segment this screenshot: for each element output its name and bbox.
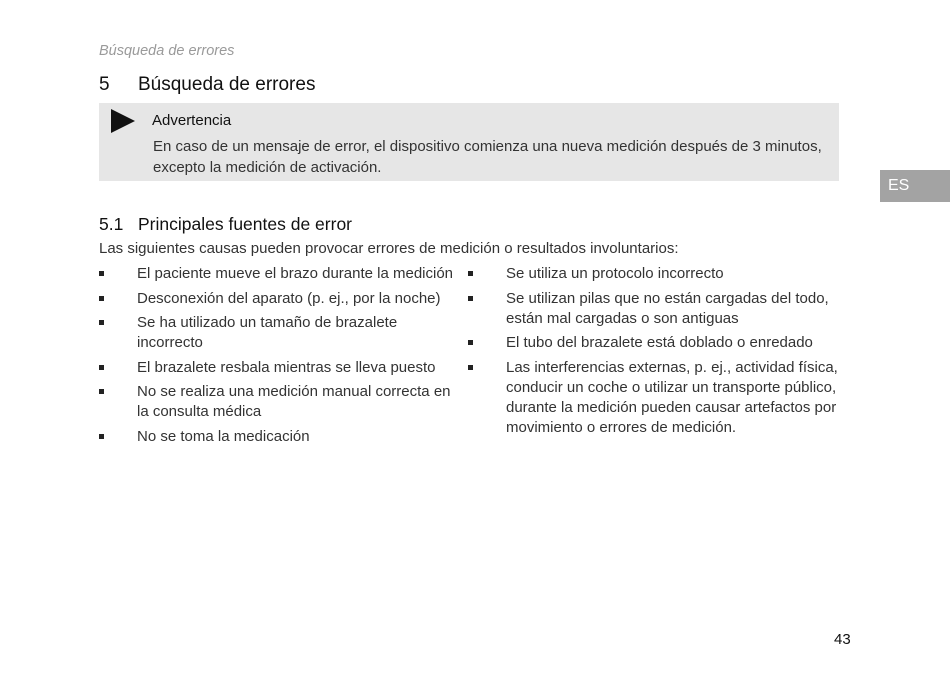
error-sources-list-left [99, 264, 459, 451]
square-bullet-icon [468, 340, 473, 345]
list-item: Las interferencias externas, p. ej., actividad física, conducir un coche o utilizar un transporte público, durante la medición pueden causar artefactos por movimiento o errores de medición. [468, 358, 838, 438]
error-sources-list-right [468, 264, 838, 442]
square-bullet-icon [99, 320, 104, 325]
subsection-number: 5.1 [99, 214, 124, 234]
page-number: 43 [834, 631, 851, 648]
section-heading [99, 74, 315, 96]
warning-box [99, 103, 839, 181]
square-bullet-icon [468, 296, 473, 301]
list-item: El paciente mueve el brazo durante la medición [99, 264, 459, 284]
list-item: El brazalete resbala mientras se lleva puesto [99, 358, 459, 378]
section-title: Búsqueda de errores [138, 74, 316, 95]
square-bullet-icon [468, 365, 473, 370]
square-bullet-icon [99, 389, 104, 394]
list-item: Se ha utilizado un tamaño de brazalete incorrecto [99, 313, 459, 353]
square-bullet-icon [99, 271, 104, 276]
warning-title: Advertencia [152, 112, 232, 129]
running-header: Búsqueda de errores [99, 43, 235, 59]
language-tab: ES [880, 170, 950, 202]
square-bullet-icon [99, 434, 104, 439]
subsection-title: Principales fuentes de error [138, 214, 352, 234]
list-item: El tubo del brazalete está doblado o enredado [468, 333, 838, 353]
list-item: No se realiza una medición manual correcta en la consulta médica [99, 382, 459, 422]
intro-text: Las siguientes causas pueden provocar errores de medición o resultados involuntarios: [99, 240, 679, 257]
list-item: No se toma la medicación [99, 427, 459, 447]
warning-triangle-icon [111, 109, 135, 133]
subsection-heading [99, 214, 352, 235]
list-item: Desconexión del aparato (p. ej., por la noche) [99, 289, 459, 309]
square-bullet-icon [468, 271, 473, 276]
warning-text: En caso de un mensaje de error, el dispositivo comienza una nueva medición después de 3 minutos, excepto la medición de activación. [153, 138, 822, 176]
section-number: 5 [99, 74, 110, 95]
square-bullet-icon [99, 296, 104, 301]
list-item: Se utiliza un protocolo incorrecto [468, 264, 838, 284]
square-bullet-icon [99, 365, 104, 370]
list-item: Se utilizan pilas que no están cargadas del todo, están mal cargadas o son antiguas [468, 289, 838, 329]
